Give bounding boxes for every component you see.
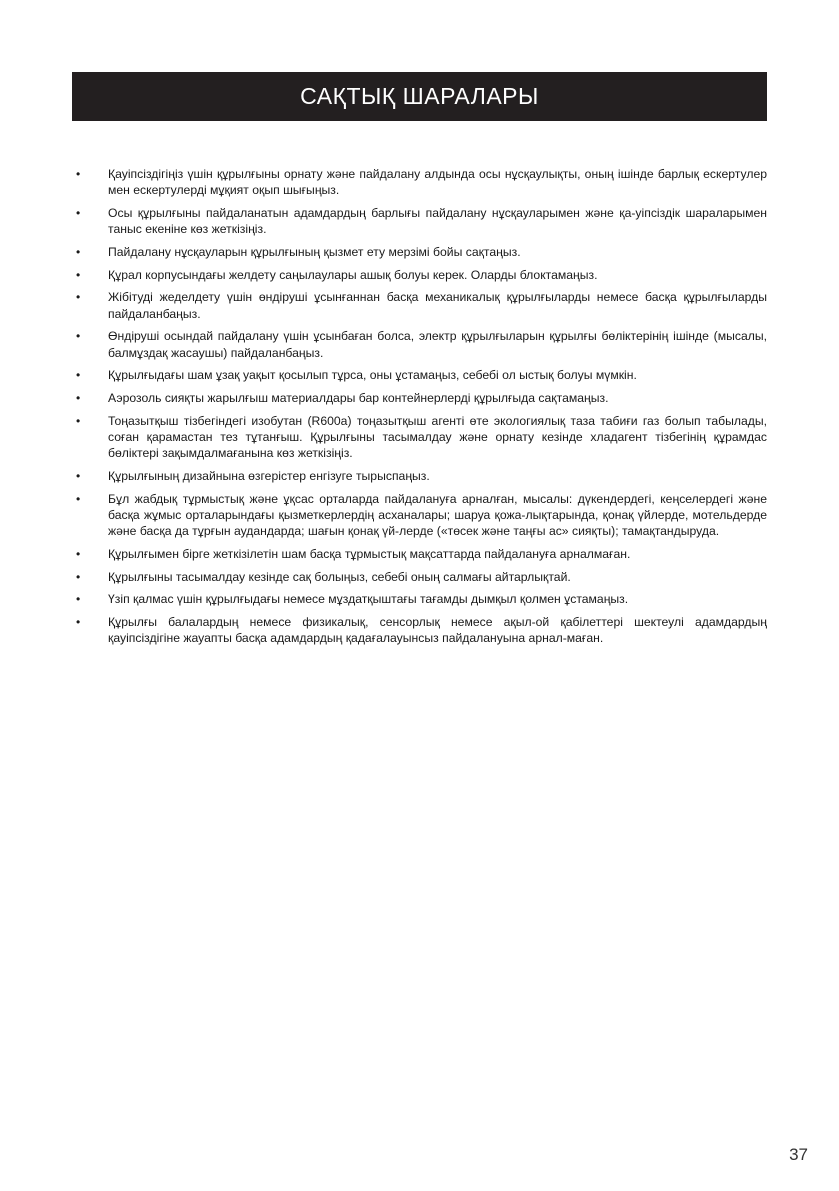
list-item	[72, 491, 767, 540]
list-item-text: Құрылғы балалардың немесе физикалық, сенсорлық немесе ақыл-ой қабілеттері шектеулі адамдардың қауіпсіздігіне жауапты басқа адамдардың қадағалауынсыз пайдалануына арнал-маған.	[108, 615, 767, 646]
list-item	[72, 614, 767, 647]
list-item-text: Үзіп қалмас үшін құрылғыдағы немесе мұздатқыштағы тағамды дымқыл қолмен ұстамаңыз.	[108, 592, 629, 607]
list-item	[72, 328, 767, 361]
list-item-text: Аэрозоль сияқты жарылғыш материалдары бар контейнерлерді құрылғыда сақтамаңыз.	[108, 391, 609, 405]
bullet-icon: •	[76, 592, 81, 607]
list-item-text: Осы құрылғыны пайдаланатын адамдардың барлығы пайдалану нұсқауларымен және қа-уіпсіздік шараларымен таныс екеніне көз жеткізіңіз.	[108, 205, 767, 237]
bullet-icon: •	[76, 290, 81, 305]
bullet-icon: •	[76, 391, 81, 405]
list-item	[72, 267, 767, 283]
safety-precautions-list	[72, 166, 767, 653]
list-item-text: Пайдалану нұсқауларын құрылғының қызмет ету мерзімі бойы сақтаңыз.	[108, 244, 521, 259]
list-item	[72, 367, 767, 383]
bullet-icon: •	[76, 491, 81, 506]
bullet-icon: •	[76, 615, 81, 629]
list-item	[72, 244, 767, 260]
list-item	[72, 468, 767, 484]
list-item-text: Құрылғыдағы шам ұзақ уақыт қосылып тұрса, оны ұстамаңыз, себебі ол ыстық болуы мүмкін.	[108, 368, 637, 383]
bullet-icon: •	[76, 167, 81, 181]
list-item	[72, 569, 767, 585]
list-item-text: Тоңазытқыш тізбегіндегі изобутан (R600a) тоңазытқыш агенті өте экологиялық таза табиғи газ болып табылады, соған қарамастан тез тұтанғыш. Құрылғыны тасымалдау және орнату кезінде хладагент тізбегінің құрамдас бөліктері зақымдалмағанына көз жеткізіңіз.	[108, 413, 767, 461]
bullet-icon: •	[76, 413, 81, 428]
list-item	[72, 205, 767, 238]
bullet-icon: •	[76, 244, 81, 259]
list-item-text: Қауіпсіздігіңіз үшін құрылғыны орнату және пайдалану алдында осы нұсқаулықты, оның ішінде барлық ескертулер мен ескертулерді мұқият оқып шығыңыз.	[108, 167, 767, 198]
list-item-text: Өндіруші осындай пайдалану үшін ұсынбаған болса, электр құрылғыларын құрылғы бөліктерінің ішінде (мысалы, балмұздақ жасаушы) пайдаланбаңыз.	[108, 329, 767, 360]
list-item	[72, 546, 767, 562]
list-item	[72, 166, 767, 199]
bullet-icon: •	[76, 267, 81, 282]
list-item-text: Жібітуді жеделдету үшін өндіруші ұсынғаннан басқа механикалық құрылғыларды немесе басқа құрылғыларды пайдаланбаңыз.	[108, 290, 767, 321]
list-item-text: Құрылғымен бірге жеткізілетін шам басқа тұрмыстық мақсаттарда пайдалануға арналмаған.	[108, 546, 631, 561]
bullet-icon: •	[76, 329, 81, 344]
bullet-icon: •	[76, 569, 81, 584]
bullet-icon: •	[76, 468, 81, 483]
bullet-icon: •	[76, 546, 81, 561]
bullet-icon: •	[76, 368, 81, 383]
bullet-icon: •	[76, 205, 81, 220]
list-item-text: Бұл жабдық тұрмыстық және ұқсас орталарда пайдалануға арналған, мысалы: дүкендердегі, кеңселердегі және басқа жұмыс орталарындағы қызметкерлердің асханалары; шаруа қожа-лықтарында, қонақ үйлерде, мотельдерде және басқа да тұрғын аудандарда; шағын қонақ үй-лерде («төсек және таңғы ас» сияқты); тамақтандыруда.	[108, 491, 767, 539]
section-title-bar	[72, 72, 767, 121]
list-item-text: Құрылғының дизайнына өзгерістер енгізуге тырыспаңыз.	[108, 468, 430, 483]
list-item	[72, 390, 767, 406]
section-title: САҚТЫҚ ШАРАЛАРЫ	[300, 83, 539, 109]
list-item	[72, 289, 767, 322]
page-number: 37	[789, 1145, 808, 1164]
list-item	[72, 591, 767, 607]
list-item-text: Құрылғыны тасымалдау кезінде сақ болыңыз, себебі оның салмағы айтарлықтай.	[108, 569, 571, 584]
list-item-text: Құрал корпусындағы желдету саңылаулары ашық болуы керек. Оларды блоктамаңыз.	[108, 267, 598, 282]
list-item	[72, 413, 767, 462]
